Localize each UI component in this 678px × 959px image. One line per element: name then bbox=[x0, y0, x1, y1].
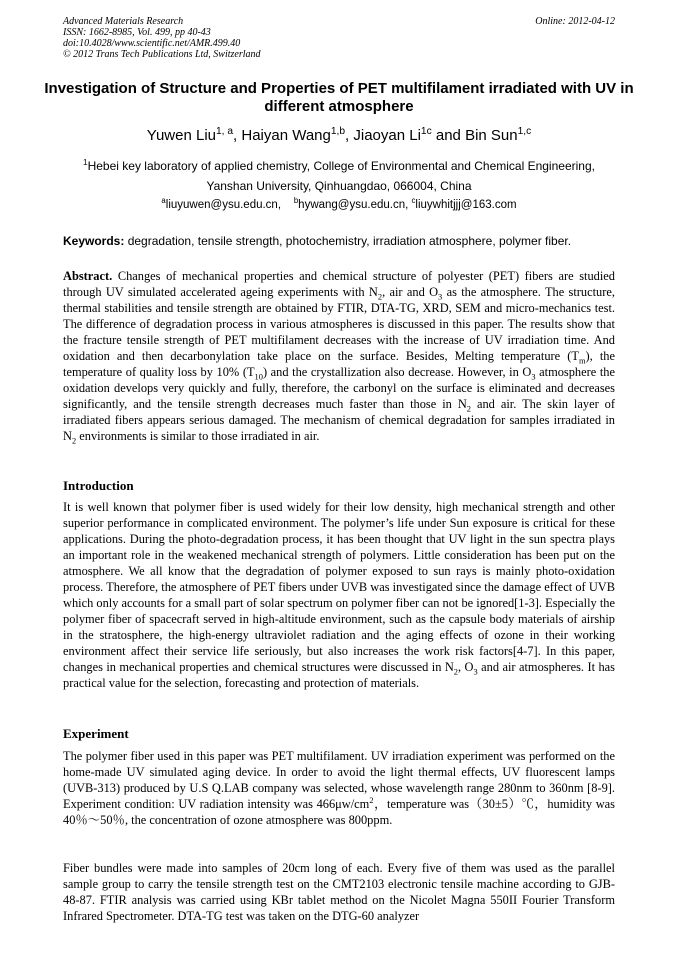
abstract-text: ), the temperature of quality loss by 10% (T bbox=[63, 349, 615, 379]
abstract-text: , air and O bbox=[382, 285, 439, 299]
subscript: 3 bbox=[531, 371, 536, 382]
section-heading-experiment: Experiment bbox=[63, 726, 129, 741]
author-sep: , bbox=[345, 127, 354, 144]
introduction-body bbox=[63, 499, 615, 691]
email[interactable]: hywang@ysu.edu.cn, bbox=[298, 199, 409, 211]
experiment-text: The polymer fiber used in this paper was PET multifilament. UV irradiation experiment was performed on the home-made UV simulated aging device. In order to avoid the light thermal effects, UV fluorescent lamps (UVB-313) produced by U.S Q.LAB company was selected, whose wavelength range 280nm to 360nm [8-9]. Experiment condition: UV radiation intensity was 466μw/cm bbox=[63, 749, 615, 811]
author-name: Bin Sun bbox=[465, 127, 518, 144]
affiliation-line2: Yanshan University, Qinhuangdao, 066004, China bbox=[206, 179, 472, 193]
abstract-text: atmosphere the oxidation develops very quickly and fully, therefore, the carbonyl on the surface is eliminated and decreases significantly, and the tensile strength decreases much faster than those in N bbox=[63, 365, 615, 411]
subscript: 2 bbox=[453, 666, 459, 677]
subscript: 2 bbox=[377, 291, 383, 302]
introduction-text: It is well known that polymer fiber is used widely for their low density, high mechanical strength and other superior performance in complicated environment. The polymer’s life under Sun exposure is critical for these applications. During the photo-degradation process, it has been thought that UV light in the sun spectra plays an important role in the weakened mechanical strength of polymers. Little consideration has been put on the atmosphere. We all know that the degradation of polymer exposed to sun rays is mainly photo-oxidation process. Therefore, the atmosphere of PET fibers under UVB was investigated since the damage effect of UVB which only accounts for a small part of solar spectrum on polymer fiber can not be ignored[1-3]. Especially the polymer fiber of spacecraft served in high-altitude environment, such as the capsule body materials of airship in the stratosphere, the high-energy ultraviolet radiation and the aging effects of ozone in their working environment affect their service life seriously, but also increases the work risk factors[4-7]. In this paper, changes in mechanical properties and chemical structures were discussed in N bbox=[63, 500, 615, 674]
email-sup: b bbox=[293, 196, 299, 206]
paper-title: Investigation of Structure and Properties of PET multifilament irradiated with UV in different atmosphere bbox=[44, 80, 634, 115]
abstract-text: environments is similar to those irradiated in air. bbox=[76, 429, 320, 443]
author-name: Yuwen Liu bbox=[146, 127, 217, 144]
online-date: Online: 2012-04-12 bbox=[535, 16, 615, 27]
author-list bbox=[40, 127, 638, 145]
abstract-text: Changes of mechanical properties and chemical structure of polyester (PET) fibers are studied through UV simulated accelerated ageing experiments with N bbox=[63, 269, 615, 299]
abstract bbox=[63, 268, 615, 444]
affiliation-sup: 1 bbox=[83, 158, 88, 167]
subscript: 3 bbox=[473, 666, 478, 677]
email[interactable]: liuyuwen@ysu.edu.cn, bbox=[165, 199, 282, 211]
introduction-text: , O bbox=[458, 660, 474, 674]
subscript: 10 bbox=[254, 371, 263, 382]
author-sup: 1c bbox=[420, 126, 432, 137]
keywords bbox=[63, 234, 615, 248]
journal-header bbox=[63, 16, 615, 60]
journal-name: Advanced Materials Research bbox=[63, 16, 184, 27]
introduction-text: and air atmospheres. It has practical value for the selection, forecasting and protection of materials. bbox=[63, 660, 615, 690]
author-sup: 1,c bbox=[517, 126, 532, 137]
section-heading-introduction: Introduction bbox=[63, 478, 134, 493]
abstract-label: Abstract. bbox=[63, 269, 113, 283]
author-sep: , bbox=[233, 127, 242, 144]
keywords-label: Keywords: bbox=[63, 234, 125, 248]
doi: doi:10.4028/www.scientific.net/AMR.499.40 bbox=[63, 38, 241, 49]
experiment-text: Fiber bundles were made into samples of 20cm long of each. Every five of them was used as the parallel sample group to carry the tensile strength test on the CMT2103 electronic tensile machine according to GJB-48-87. FTIR analysis was carried using KBr tablet method on the Nicolet Magna 550II Fourier Transform Infrared Spectrometer. DTA-TG test was taken on the DTG-60 analyzer bbox=[63, 861, 615, 923]
experiment-text: ，temperature was（30±5）℃，humidity was 40％～50％, the concentration of ozone atmosphere was 800ppm. bbox=[63, 797, 615, 827]
affiliation-line1: Hebei key laboratory of applied chemistry, College of Environmental and Chemical Engineering, bbox=[87, 159, 595, 173]
subscript: 3 bbox=[438, 291, 443, 302]
email-sup: c bbox=[411, 196, 416, 206]
abstract-text: and air. The skin layer of irradiated fibers appears serious damaged. The mechanism of chemical degradation for samples irradiated in N bbox=[63, 397, 615, 443]
email-sup: a bbox=[161, 196, 166, 206]
email[interactable]: liuywhitjjj@163.com bbox=[415, 199, 517, 211]
subscript: 2 bbox=[466, 403, 472, 414]
abstract-text: ) and the crystallization also decrease. However, in O bbox=[262, 365, 532, 379]
experiment-paragraph-2 bbox=[63, 860, 615, 924]
author-sup: 1,b bbox=[330, 126, 346, 137]
superscript: 2 bbox=[369, 794, 374, 805]
experiment-paragraph-1 bbox=[63, 748, 615, 828]
author-name: Jiaoyan Li bbox=[353, 127, 421, 144]
author-name: Haiyan Wang bbox=[241, 127, 331, 144]
keywords-text: degradation, tensile strength, photochemistry, irradiation atmosphere, polymer fiber. bbox=[127, 234, 572, 248]
affiliation bbox=[40, 156, 638, 196]
email-list bbox=[40, 198, 638, 212]
issn: ISSN: 1662-8985, Vol. 499, pp 40-43 bbox=[63, 27, 211, 38]
subscript: 2 bbox=[71, 435, 77, 446]
abstract-text: as the atmosphere. The structure, thermal stabilities and tensile strength are obtained by FTIR, DTA-TG, XRD, SEM and micro-mechanics test. The difference of degradation process in various atmospheres is discussed in this paper. The results show that the fracture tensile strength of PET multifilament decreases with the increase of UV irradiation time. And oxidation and then decarbonylation take place on the surface. Besides, Melting temperature (T bbox=[63, 285, 615, 363]
copyright: © 2012 Trans Tech Publications Ltd, Switzerland bbox=[63, 49, 261, 60]
author-sup: 1, a bbox=[216, 126, 234, 137]
subscript: m bbox=[578, 355, 586, 366]
author-sep: and bbox=[431, 127, 466, 144]
